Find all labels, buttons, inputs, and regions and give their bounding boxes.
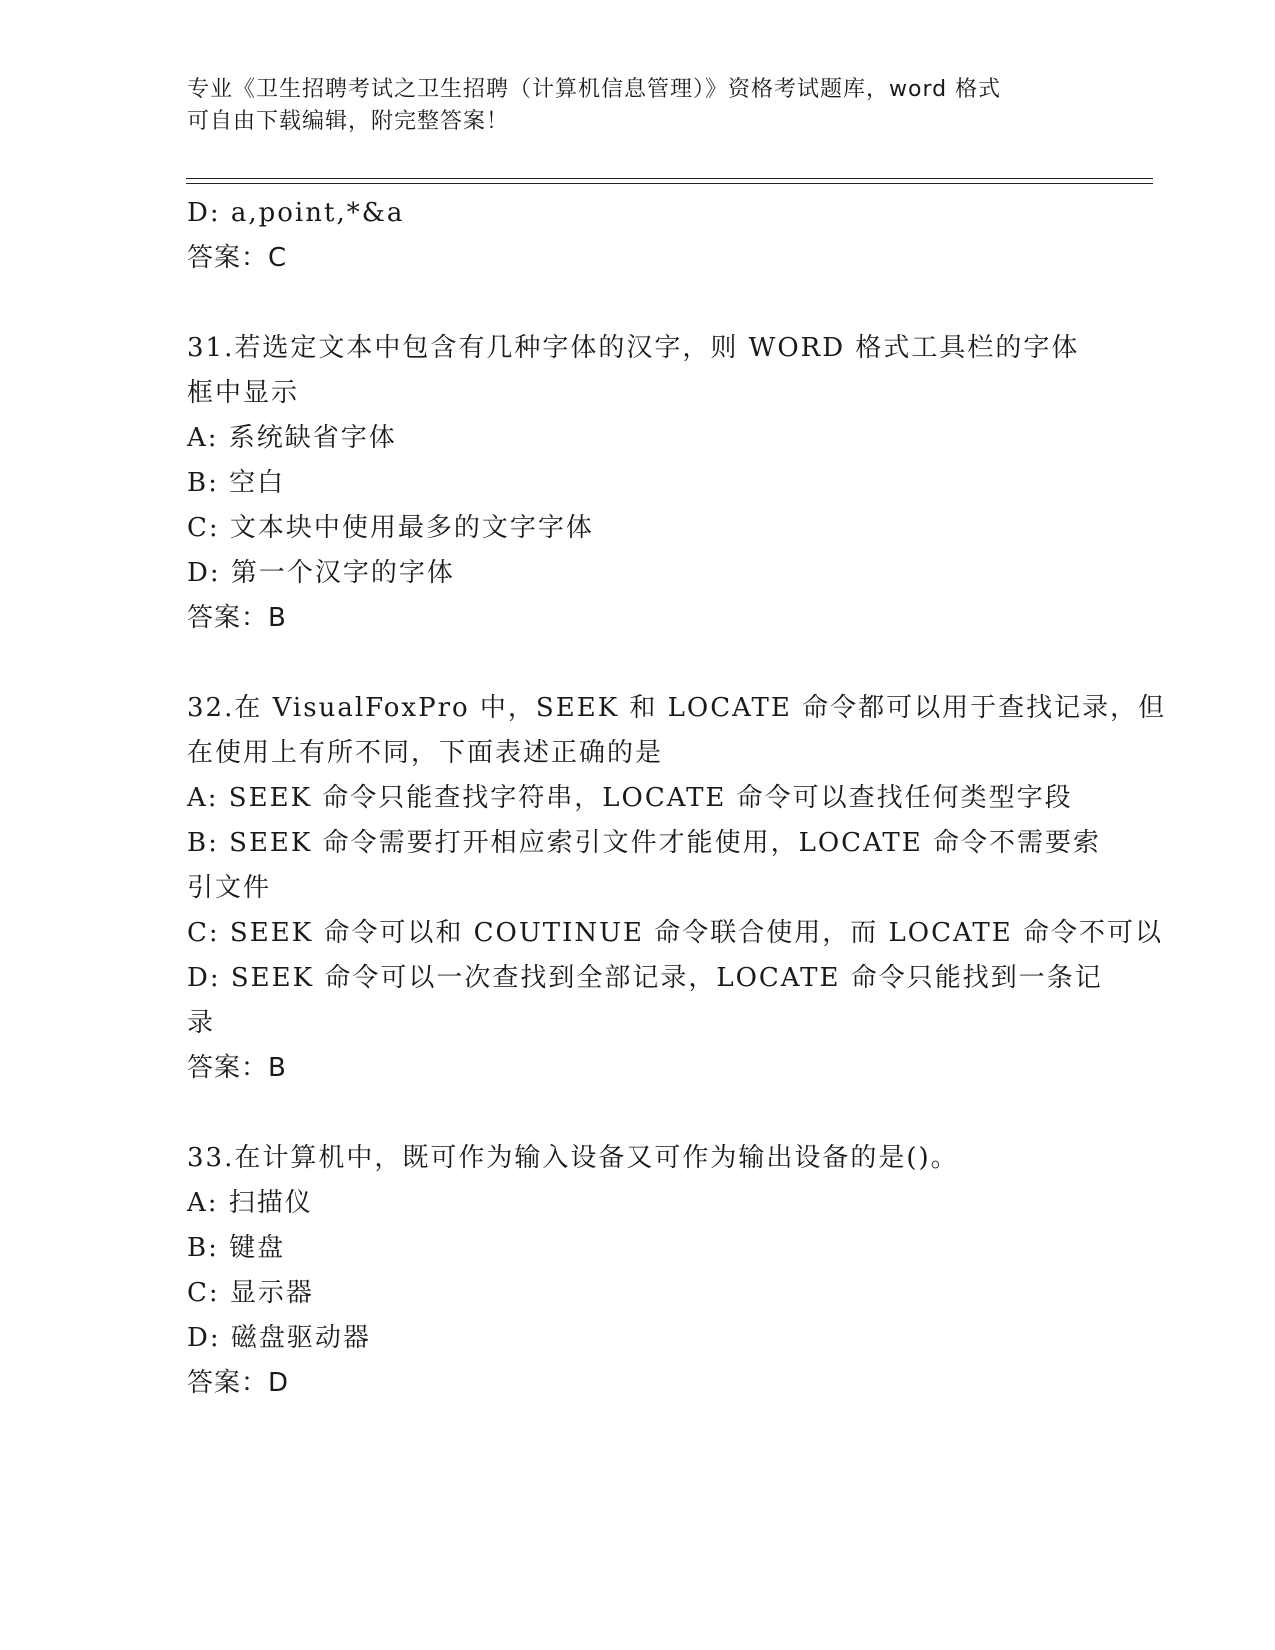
header-divider-bottom <box>186 183 1153 184</box>
question-stem-line: 32.在 VisualFoxPro 中，SEEK 和 LOCATE 命令都可以用于查找记录，但 <box>187 693 1167 723</box>
option-b: B: SEEK 命令需要打开相应索引文件才能使用，LOCATE 命令不需要索 <box>187 828 1102 858</box>
answer-label: 答案：B <box>187 1053 287 1083</box>
question-33 <box>187 1136 1087 1406</box>
option-a: A: SEEK 命令只能查找字符串，LOCATE 命令可以查找任何类型字段 <box>187 783 1073 813</box>
option-a: A: 扫描仪 <box>187 1188 313 1218</box>
answer-label: 答案：B <box>187 603 287 633</box>
prev-question-option-d: D: a,point,*&a <box>187 198 405 228</box>
question-stem-line: 框中显示 <box>187 378 300 408</box>
prev-question-answer: 答案：C <box>187 243 288 273</box>
option-b: B: 空白 <box>187 468 286 498</box>
question-31 <box>187 326 1087 641</box>
header-divider-top <box>186 178 1153 179</box>
spacer <box>187 1091 1087 1136</box>
question-content <box>187 191 1167 1406</box>
header-title-line-2: 可自由下载编辑，附完整答案！ <box>187 109 510 134</box>
option-c: C: 文本块中使用最多的文字字体 <box>187 513 594 543</box>
option-a: A: 系统缺省字体 <box>187 423 397 453</box>
document-header <box>187 74 1067 138</box>
question-stem-line: 在使用上有所不同，下面表述正确的是 <box>187 738 664 768</box>
question-stem-line: 31.若选定文本中包含有几种字体的汉字，则 WORD 格式工具栏的字体 <box>187 333 1080 363</box>
option-b: B: 键盘 <box>187 1233 286 1263</box>
option-d: D: SEEK 命令可以一次查找到全部记录，LOCATE 命令只能找到一条记 <box>187 963 1103 993</box>
option-d-continuation: 录 <box>187 1008 216 1038</box>
option-c: C: 显示器 <box>187 1278 314 1308</box>
question-stem-line: 33.在计算机中，既可作为输入设备又可作为输出设备的是()。 <box>187 1143 959 1173</box>
spacer <box>187 641 1087 686</box>
option-d: D: 磁盘驱动器 <box>187 1323 371 1353</box>
answer-label: 答案：D <box>187 1368 290 1398</box>
option-d: D: 第一个汉字的字体 <box>187 558 455 588</box>
option-c: C: SEEK 命令可以和 COUTINUE 命令联合使用，而 LOCATE 命令不可以 <box>187 918 1163 948</box>
header-title-line-1: 专业《卫生招聘考试之卫生招聘（计算机信息管理）》资格考试题库，word 格式 <box>187 77 1002 102</box>
question-32 <box>187 686 1167 1091</box>
option-b-continuation: 引文件 <box>187 873 272 903</box>
spacer <box>187 281 1087 326</box>
